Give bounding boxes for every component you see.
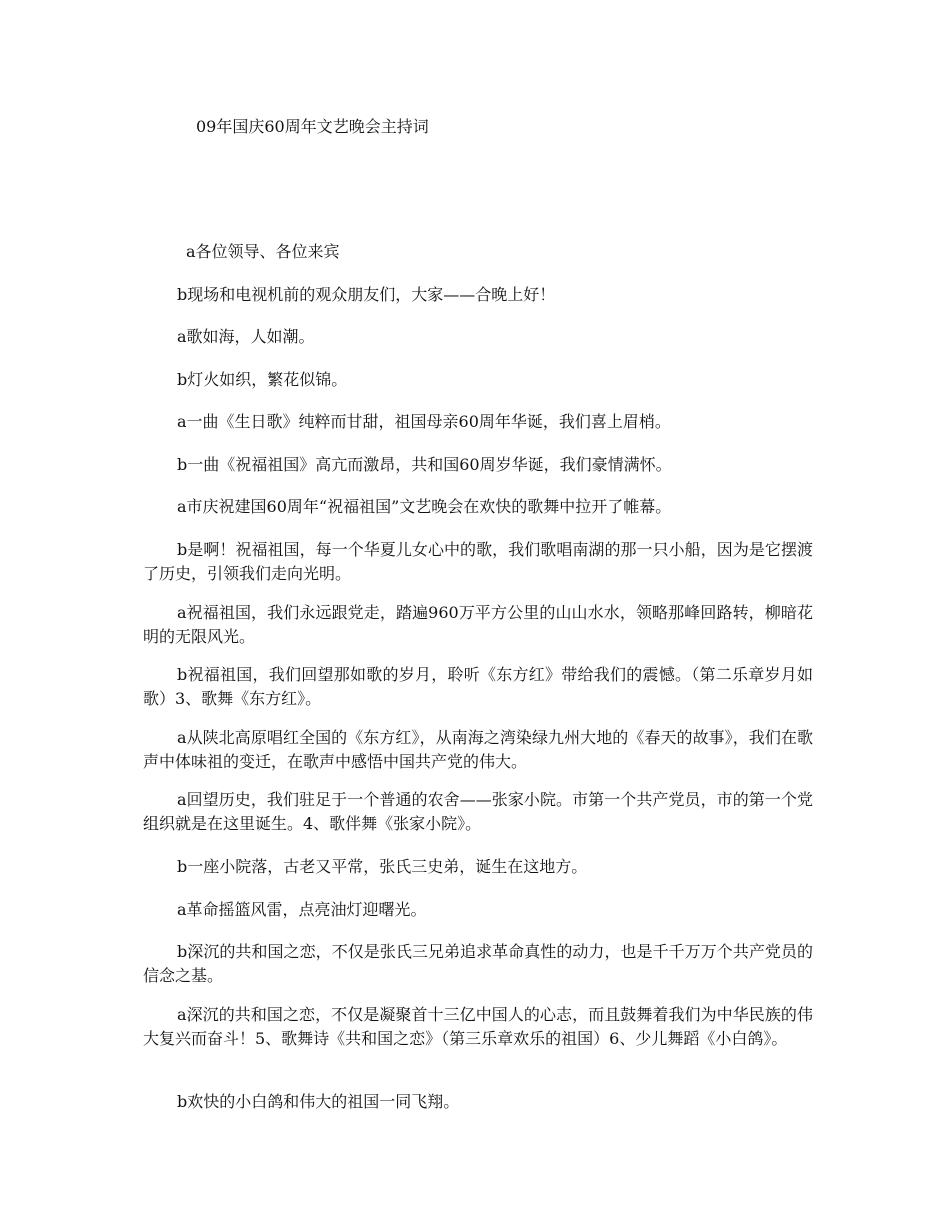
paragraph: b深沉的共和国之恋，不仅是张氏三兄弟追求革命真性的动力，也是千千万万个共产党员的信念之基。 — [143, 942, 813, 985]
paragraph: a从陕北高原唱红全国的《东方红》，从南海之湾染绿九州大地的《春天的故事》，我们在歌声中体味祖的变迁，在歌声中感悟中国共产党的伟大。 — [143, 728, 813, 771]
paragraph: b欢快的小白鸽和伟大的祖国一同飞翔。 — [177, 1092, 460, 1111]
paragraph: b一曲《祝福祖国》高亢而激昂，共和国60周岁华诞，我们豪情满怀。 — [177, 455, 672, 474]
paragraph: b现场和电视机前的观众朋友们，大家——合晚上好！ — [177, 285, 556, 304]
paragraph: b是啊！祝福祖国，每一个华夏儿女心中的歌，我们歌唱南湖的那一只小船，因为是它摆渡了历史，引领我们走向光明。 — [143, 540, 813, 583]
paragraph: a各位领导、各位来宾 — [186, 242, 340, 261]
paragraph: a革命摇篮风雷，点亮油灯迎曙光。 — [177, 900, 427, 919]
document-title: 09年国庆60周年文艺晚会主持词 — [196, 117, 429, 136]
paragraph: b灯火如织，繁花似锦。 — [177, 370, 348, 389]
paragraph: a祝福祖国，我们永远跟党走，踏遍960万平方公里的山山水水，领略那峰回路转，柳暗花明的无限风光。 — [143, 603, 813, 646]
paragraph: b祝福祖国，我们回望那如歌的岁月，聆听《东方红》带给我们的震憾。（第二乐章岁月如歌）3、歌舞《东方红》。 — [143, 665, 813, 708]
paragraph: a市庆祝建国60周年“祝福祖国”文艺晚会在欢快的歌舞中拉开了帷幕。 — [177, 497, 672, 516]
paragraph: a深沉的共和国之恋，不仅是凝聚首十三亿中国人的心志，而且鼓舞着我们为中华民族的伟大复兴而奋斗！5、歌舞诗《共和国之恋》（第三乐章欢乐的祖国）6、少儿舞蹈《小白鸽》。 — [143, 1005, 813, 1048]
paragraph: a歌如海，人如潮。 — [177, 327, 315, 346]
paragraph: a回望历史，我们驻足于一个普通的农舍——张家小院。市第一个共产党员，市的第一个党组织就是在这里诞生。4、歌伴舞《张家小院》。 — [143, 790, 813, 833]
paragraph: a一曲《生日歌》纯粹而甘甜，祖国母亲60周年华诞，我们喜上眉梢。 — [177, 412, 671, 431]
paragraph: b一座小院落，古老又平常，张氏三史弟，诞生在这地方。 — [177, 857, 588, 876]
